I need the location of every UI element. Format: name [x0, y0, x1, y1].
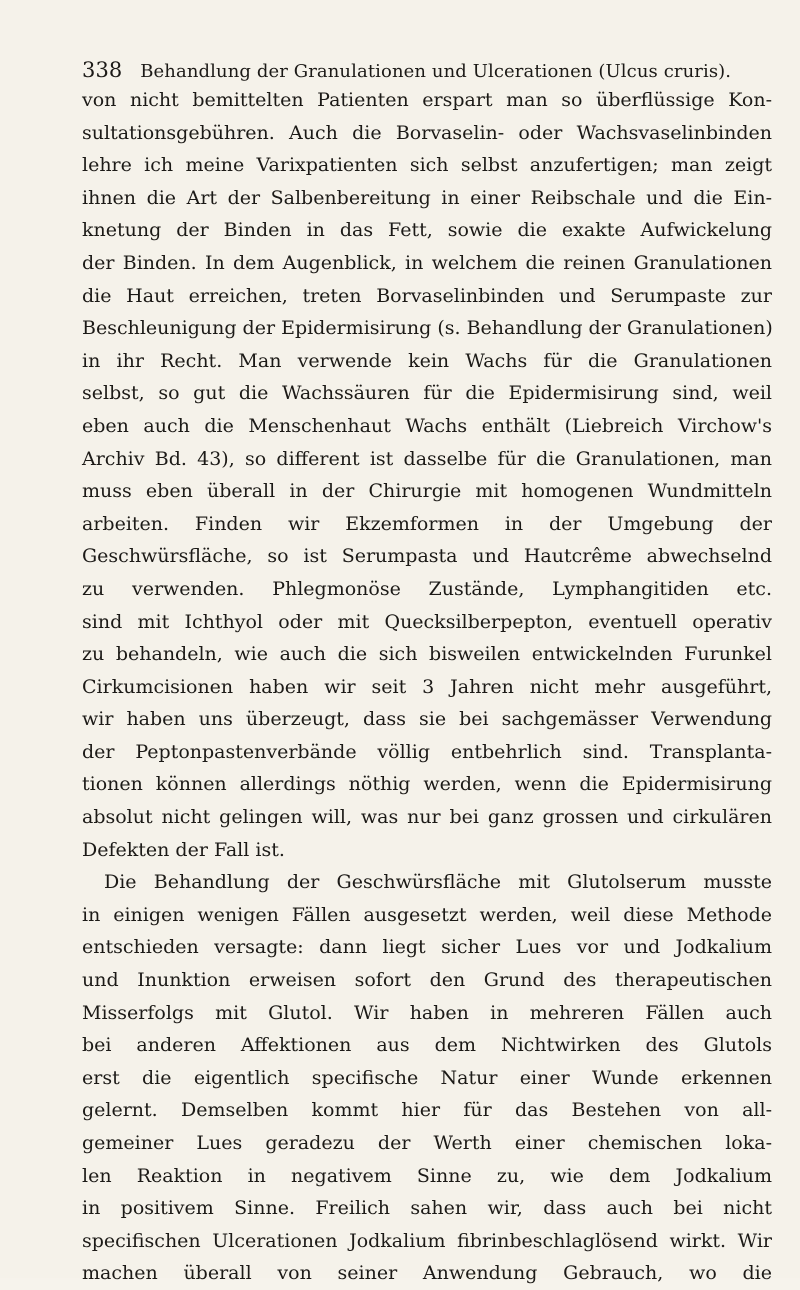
text-line: sultationsgebühren. Auch die Borvaselin- oder Wachsvaselinbinden — [82, 121, 772, 144]
text-line: machen überall von seiner Anwendung Gebrauch, wo die — [82, 1262, 772, 1285]
text-line: wir haben uns überzeugt, dass sie bei sachgemässer Verwendung — [82, 708, 772, 731]
text-line: eben auch die Menschenhaut Wachs enthält (Liebreich Virchow's — [82, 414, 772, 437]
text-line: von nicht bemittelten Patienten erspart man so überflüssige Kon- — [82, 89, 772, 111]
text-line: ihnen die Art der Salbenbereitung in einer Reibschale und die Ein- — [82, 186, 772, 209]
body-text — [82, 84, 772, 1290]
text-line: zu behandeln, wie auch die sich bisweilen entwickelnden Furunkel — [82, 643, 772, 666]
text-line: Cirkumcisionen haben wir seit 3 Jahren nicht mehr ausgeführt, — [82, 675, 772, 698]
paragraph-1 — [82, 84, 772, 866]
text-line: muss eben überall in der Chirurgie mit homogenen Wundmitteln — [82, 480, 772, 503]
page-number: 338 — [82, 58, 123, 82]
text-line: in positivem Sinne. Freilich sahen wir, dass auch bei nicht — [82, 1197, 772, 1220]
text-line: in ihr Recht. Man verwende kein Wachs für die Granulationen — [82, 349, 772, 372]
text-line: Die Behandlung der Geschwürsfläche mit Glutolserum musste — [104, 871, 772, 894]
text-line: gemeiner Lues geradezu der Werth einer chemischen loka- — [82, 1132, 772, 1154]
text-line: arbeiten. Finden wir Ekzemformen in der Umgebung der — [82, 512, 772, 535]
text-line: Geschwürsfläche, so ist Serumpasta und Hautcrême abwechselnd — [82, 545, 772, 568]
text-line: Beschleunigung der Epidermisirung (s. Behandlung der Granulationen) — [82, 317, 773, 340]
text-line: und Inunktion erweisen sofort den Grund des therapeutischen — [82, 969, 772, 992]
text-line: len Reaktion in negativem Sinne zu, wie dem Jodkalium — [82, 1164, 772, 1187]
text-line: Misserfolgs mit Glutol. Wir haben in mehreren Fällen auch — [82, 1001, 772, 1024]
text-line: bei anderen Affektionen aus dem Nichtwirken des Glutols — [82, 1034, 772, 1057]
text-line: der Binden. In dem Augenblick, in welchem die reinen Granulationen — [82, 251, 772, 274]
text-line: selbst, so gut die Wachssäuren für die Epidermisirung sind, weil — [82, 382, 772, 405]
text-line: knetung der Binden in das Fett, sowie die exakte Aufwickelung — [82, 219, 772, 242]
text-line: Defekten der Fall ist. — [82, 838, 285, 861]
text-line: zu verwenden. Phlegmonöse Zustände, Lymphangitiden etc. — [82, 577, 772, 600]
text-line: gelernt. Demselben kommt hier für das Bestehen von all- — [82, 1099, 772, 1122]
text-line: der Peptonpastenverbände völlig entbehrlich sind. Transplanta- — [82, 740, 772, 763]
text-line: erst die eigentlich specifische Natur einer Wunde erkennen — [82, 1066, 772, 1089]
text-line: absolut nicht gelingen will, was nur bei ganz grossen und cirkulären — [82, 806, 772, 829]
text-line: in einigen wenigen Fällen ausgesetzt werden, weil diese Methode — [82, 903, 772, 926]
text-line: die Haut erreichen, treten Borvaselinbinden und Serumpaste zur — [82, 284, 772, 307]
running-head: Behandlung der Granulationen und Ulcerationen (Ulcus cruris). — [140, 61, 732, 82]
text-line: specifischen Ulcerationen Jodkalium fibrinbeschlaglösend wirkt. Wir — [82, 1229, 772, 1252]
text-line: entschieden versagte: dann liegt sicher Lues vor und Jodkalium — [82, 936, 772, 959]
paragraph-2 — [82, 866, 772, 1290]
text-line: tionen können allerdings nöthig werden, wenn die Epidermisirung — [82, 773, 772, 796]
text-line: lehre ich meine Varixpatienten sich selbst anzufertigen; man zeigt — [82, 154, 772, 177]
text-line: sind mit Ichthyol oder mit Quecksilberpepton, eventuell operativ — [82, 610, 772, 633]
text-line: Archiv Bd. 43), so different ist dasselbe für die Granulationen, man — [82, 447, 772, 470]
